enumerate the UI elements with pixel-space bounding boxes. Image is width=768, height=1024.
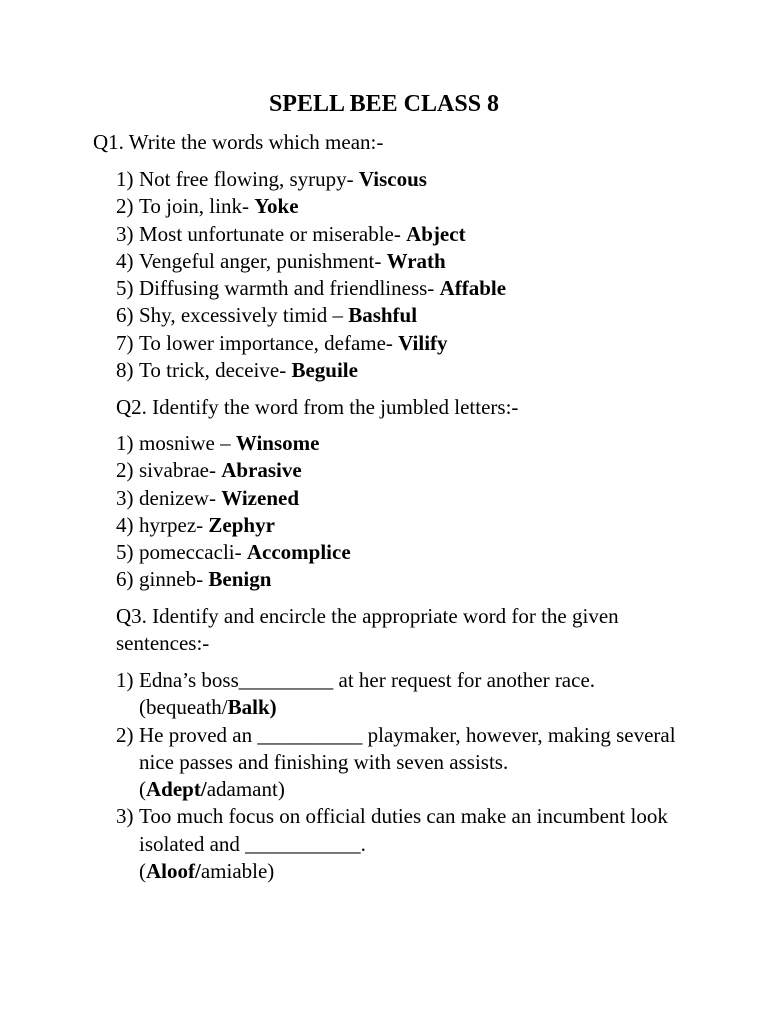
item-sentence: Edna’s boss_________ at her request for another race. bbox=[139, 668, 596, 692]
item-text: hyrpez- bbox=[139, 512, 209, 537]
list-item bbox=[116, 330, 676, 357]
item-answer: Zephyr bbox=[208, 512, 275, 537]
item-answer: Yoke bbox=[254, 194, 299, 219]
list-item bbox=[116, 667, 676, 722]
item-answer: Vilify bbox=[398, 330, 448, 355]
item-number: 7) bbox=[116, 330, 134, 355]
item-number: 1) bbox=[116, 431, 134, 455]
list-item bbox=[116, 248, 676, 275]
item-answer: Abject bbox=[406, 221, 466, 246]
item-number: 4) bbox=[116, 248, 134, 273]
q3-heading: Q3. Identify and encircle the appropriate word for the given sentences:- bbox=[116, 604, 619, 656]
list-item bbox=[116, 512, 676, 539]
list-item bbox=[116, 566, 676, 593]
q3-list bbox=[116, 667, 676, 885]
item-number: 6) bbox=[116, 303, 134, 328]
option-text: bequeath/ bbox=[146, 695, 228, 720]
item-answer: Viscous bbox=[358, 167, 427, 191]
item-number: 8) bbox=[116, 358, 134, 383]
item-number: 2) bbox=[116, 458, 134, 483]
item-text: pomeccacli- bbox=[139, 540, 247, 565]
item-number: 3) bbox=[116, 221, 134, 246]
item-number: 3) bbox=[116, 485, 134, 510]
list-item bbox=[116, 457, 676, 484]
item-number: 2) bbox=[116, 722, 134, 747]
item-answer: Balk) bbox=[227, 695, 277, 720]
item-sentence: He proved an __________ playmaker, however, making several nice passes and finishing with seven assists. bbox=[139, 722, 676, 774]
item-number: 2) bbox=[116, 194, 134, 219]
list-item bbox=[116, 302, 676, 329]
q2-list bbox=[116, 430, 676, 594]
list-item bbox=[116, 357, 676, 384]
item-answer: Abrasive bbox=[221, 458, 302, 483]
option-text: adamant) bbox=[206, 777, 285, 802]
options-open: ( bbox=[139, 777, 146, 802]
item-answer: Benign bbox=[208, 567, 272, 592]
item-number: 6) bbox=[116, 567, 134, 592]
item-answer: Affable bbox=[439, 276, 507, 301]
item-answer: Wizened bbox=[221, 485, 299, 510]
item-sentence: Too much focus on official duties can make an incumbent look isolated and ___________. bbox=[139, 804, 668, 856]
item-text: Diffusing warmth and friendliness- bbox=[139, 276, 440, 301]
item-answer: Bashful bbox=[348, 303, 418, 328]
item-text: To lower importance, defame- bbox=[139, 330, 399, 355]
list-item bbox=[116, 166, 676, 193]
item-text: Not free flowing, syrupy- bbox=[139, 167, 359, 191]
options-open: ( bbox=[139, 859, 146, 884]
list-item bbox=[116, 193, 676, 220]
list-item bbox=[116, 221, 676, 248]
item-text: To trick, deceive- bbox=[139, 358, 292, 383]
item-text: sivabrae- bbox=[139, 458, 222, 483]
item-text: mosniwe – bbox=[139, 431, 236, 455]
item-answer: Beguile bbox=[291, 358, 358, 383]
item-text: Most unfortunate or miserable- bbox=[139, 221, 407, 246]
item-text: Vengeful anger, punishment- bbox=[139, 248, 387, 273]
item-answer: Accomplice bbox=[246, 540, 351, 565]
page-title: SPELL BEE CLASS 8 bbox=[268, 91, 500, 117]
item-answer: Aloof/ bbox=[146, 859, 201, 884]
list-item bbox=[116, 803, 676, 885]
list-item bbox=[116, 539, 676, 566]
list-item bbox=[116, 722, 676, 804]
item-text: To join, link- bbox=[139, 194, 255, 219]
item-number: 5) bbox=[116, 276, 134, 301]
item-text: denizew- bbox=[139, 485, 222, 510]
item-number: 3) bbox=[116, 804, 134, 829]
item-text: Shy, excessively timid – bbox=[139, 303, 349, 328]
item-number: 1) bbox=[116, 167, 134, 191]
item-text: ginneb- bbox=[139, 567, 209, 592]
option-text: amiable) bbox=[200, 859, 275, 884]
list-item bbox=[116, 485, 676, 512]
q1-heading: Q1. Write the words which mean:- bbox=[93, 130, 384, 154]
q1-list bbox=[116, 166, 676, 384]
list-item bbox=[116, 275, 676, 302]
item-number: 1) bbox=[116, 668, 134, 692]
options-open: ( bbox=[139, 695, 146, 720]
q2-heading: Q2. Identify the word from the jumbled letters:- bbox=[116, 395, 519, 419]
item-number: 4) bbox=[116, 512, 134, 537]
item-number: 5) bbox=[116, 540, 134, 565]
item-answer: Adept/ bbox=[146, 777, 207, 802]
list-item bbox=[116, 430, 676, 457]
item-answer: Winsome bbox=[235, 431, 320, 455]
item-answer: Wrath bbox=[386, 248, 446, 273]
